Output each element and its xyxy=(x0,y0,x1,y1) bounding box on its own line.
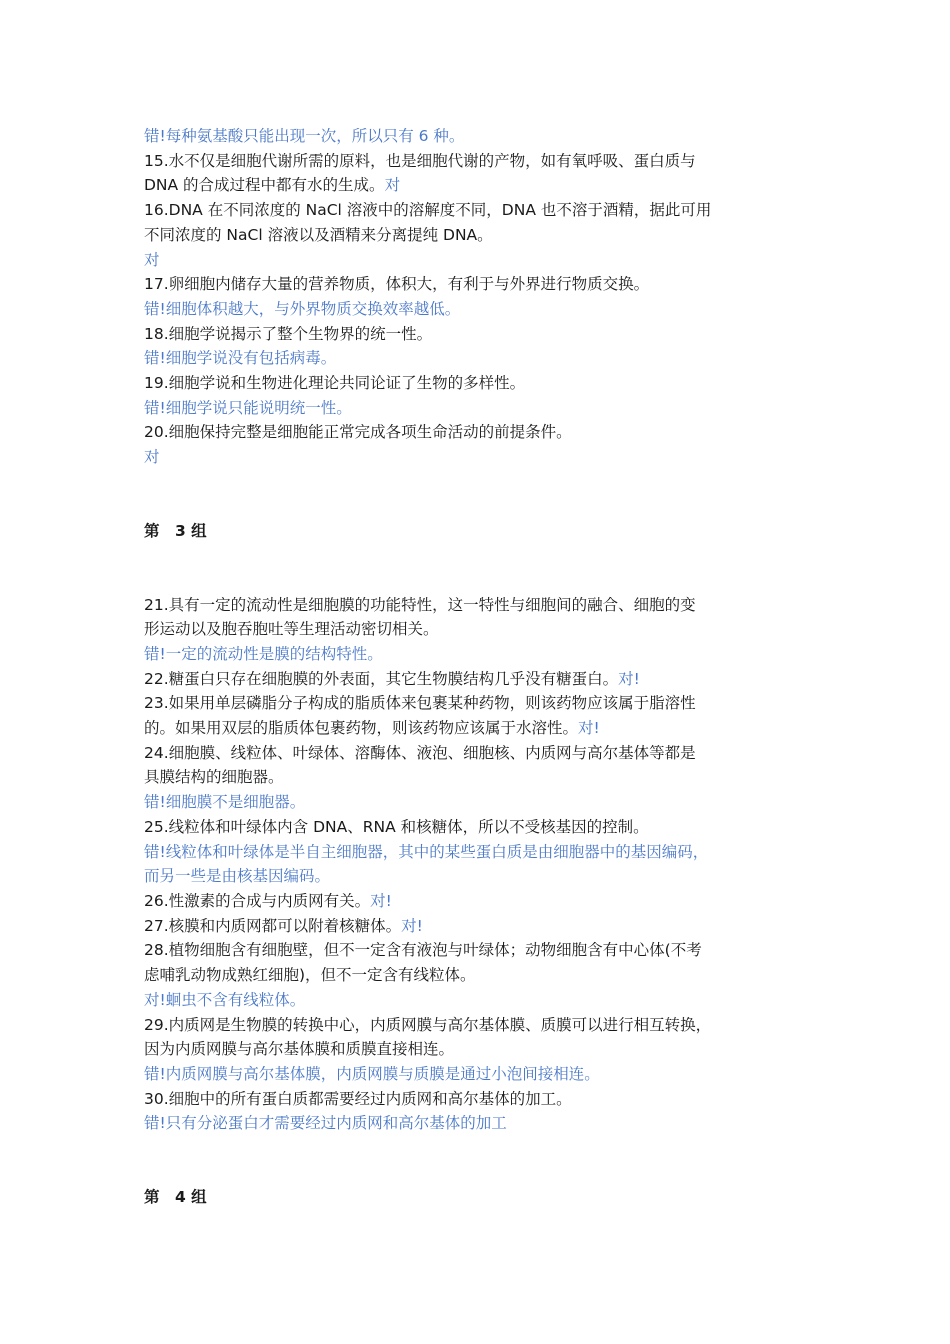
answer-text: 错!细胞学说只能说明统一性。 xyxy=(144,398,352,417)
group-title-3: 第 3 组 xyxy=(144,521,207,540)
question-line xyxy=(144,815,808,840)
question-line xyxy=(144,371,808,396)
question-text: 19.细胞学说和生物进化理论共同论证了生物的多样性。 xyxy=(144,374,526,393)
question-line xyxy=(144,691,808,716)
question-text: 27.核膜和内质网都可以附着核糖体。 xyxy=(144,916,402,935)
answer-line xyxy=(144,840,808,865)
answer-line xyxy=(144,1111,808,1136)
answer-line xyxy=(144,346,808,371)
answer-text: 错!每种氨基酸只能出现一次，所以只有 6 种。 xyxy=(144,127,465,145)
question-text: 虑哺乳动物成熟红细胞)，但不一定含有线粒体。 xyxy=(144,966,476,985)
question-line xyxy=(144,198,808,223)
question-text: 23.如果用单层磷脂分子构成的脂质体来包裹某种药物，则该药物应该属于脂溶性 xyxy=(144,694,696,713)
question-text: 22.糖蛋白只存在细胞膜的外表面，其它生物膜结构几乎没有糖蛋白。 xyxy=(144,669,619,688)
question-line xyxy=(144,1037,808,1062)
question-line xyxy=(144,1013,808,1038)
question-text: 18.细胞学说揭示了整个生物界的统一性。 xyxy=(144,324,433,343)
question-text: 具膜结构的细胞器。 xyxy=(144,768,284,787)
answer-text: 错!内质网膜与高尔基体膜，内质网膜与质膜是通过小泡间接相连。 xyxy=(144,1064,600,1083)
answer-text: 错!一定的流动性是膜的结构特性。 xyxy=(144,644,383,663)
question-line xyxy=(144,741,808,766)
answer-line xyxy=(144,445,808,470)
answer-line xyxy=(144,248,808,273)
answer-line xyxy=(144,988,808,1013)
answer-line xyxy=(144,396,808,421)
question-line xyxy=(144,667,808,692)
question-line xyxy=(144,889,808,914)
question-text: 30.细胞中的所有蛋白质都需要经过内质网和高尔基体的加工。 xyxy=(144,1089,572,1108)
question-line xyxy=(144,617,808,642)
answer-text: 错!只有分泌蛋白才需要经过内质网和高尔基体的加工 xyxy=(144,1114,507,1133)
question-line xyxy=(144,173,808,198)
question-block-group2 xyxy=(144,124,808,470)
question-line xyxy=(144,593,808,618)
inline-answer: 对! xyxy=(578,719,600,738)
answer-text: 错!细胞膜不是细胞器。 xyxy=(144,793,306,812)
question-line xyxy=(144,223,808,248)
inline-answer: 对! xyxy=(618,669,640,688)
answer-text: 对!蛔虫不含有线粒体。 xyxy=(144,990,306,1009)
question-text: 的。如果用双层的脂质体包裹药物，则该药物应该属于水溶性。 xyxy=(144,719,579,738)
group-title-4: 第 4 组 xyxy=(144,1188,207,1207)
question-text: 28.植物细胞含有细胞壁，但不一定含有液泡与叶绿体；动物细胞含有中心体(不考 xyxy=(144,941,702,960)
question-line xyxy=(144,914,808,939)
answer-line xyxy=(144,864,808,889)
question-line xyxy=(144,938,808,963)
question-line xyxy=(144,420,808,445)
answer-text: 对 xyxy=(144,448,160,467)
question-line xyxy=(144,1087,808,1112)
answer-text: 对 xyxy=(144,250,160,269)
question-text: 16.DNA 在不同浓度的 NaCl 溶液中的溶解度不同，DNA 也不溶于酒精，据此可用 xyxy=(144,201,712,220)
answer-line xyxy=(144,297,808,322)
question-text: 因为内质网膜与高尔基体膜和质膜直接相连。 xyxy=(144,1040,455,1059)
question-line xyxy=(144,716,808,741)
question-block-group3 xyxy=(144,593,808,1136)
question-text: 15.水不仅是细胞代谢所需的原料，也是细胞代谢的产物，如有氧呼吸、蛋白质与 xyxy=(144,151,696,170)
answer-text: 错!细胞学说没有包括病毒。 xyxy=(144,349,337,368)
document-body xyxy=(144,124,808,1210)
answer-text: 而另一些是由核基因编码。 xyxy=(144,867,331,886)
inline-answer: 对! xyxy=(401,916,423,935)
question-text: 26.性激素的合成与内质网有关。 xyxy=(144,891,371,910)
question-line xyxy=(144,963,808,988)
answer-line xyxy=(144,124,808,149)
question-line xyxy=(144,765,808,790)
inline-answer: 对! xyxy=(370,891,392,910)
question-text: 29.内质网是生物膜的转换中心，内质网膜与高尔基体膜、质膜可以进行相互转换， xyxy=(144,1015,712,1034)
question-text: 21.具有一定的流动性是细胞膜的功能特性，这一特性与细胞间的融合、细胞的变 xyxy=(144,595,696,614)
question-text: 形运动以及胞吞胞吐等生理活动密切相关。 xyxy=(144,620,439,639)
question-text: 17.卵细胞内储存大量的营养物质，体积大，有利于与外界进行物质交换。 xyxy=(144,275,650,294)
question-text: 24.细胞膜、线粒体、叶绿体、溶酶体、液泡、细胞核、内质网与高尔基体等都是 xyxy=(144,743,696,762)
answer-text: 错!线粒体和叶绿体是半自主细胞器，其中的某些蛋白质是由细胞器中的基因编码， xyxy=(144,842,709,861)
question-text: 20.细胞保持完整是细胞能正常完成各项生命活动的前提条件。 xyxy=(144,423,572,442)
question-line xyxy=(144,272,808,297)
answer-text: 错!细胞体积越大，与外界物质交换效率越低。 xyxy=(144,299,461,318)
question-text: 不同浓度的 NaCl 溶液以及酒精来分离提纯 DNA。 xyxy=(144,225,493,244)
question-line xyxy=(144,322,808,347)
answer-line xyxy=(144,642,808,667)
answer-line xyxy=(144,790,808,815)
question-line xyxy=(144,149,808,174)
question-text: DNA 的合成过程中都有水的生成。 xyxy=(144,176,385,195)
inline-answer: 对 xyxy=(384,176,401,195)
question-text: 25.线粒体和叶绿体内含 DNA、RNA 和核糖体，所以不受核基因的控制。 xyxy=(144,817,649,836)
answer-line xyxy=(144,1062,808,1087)
